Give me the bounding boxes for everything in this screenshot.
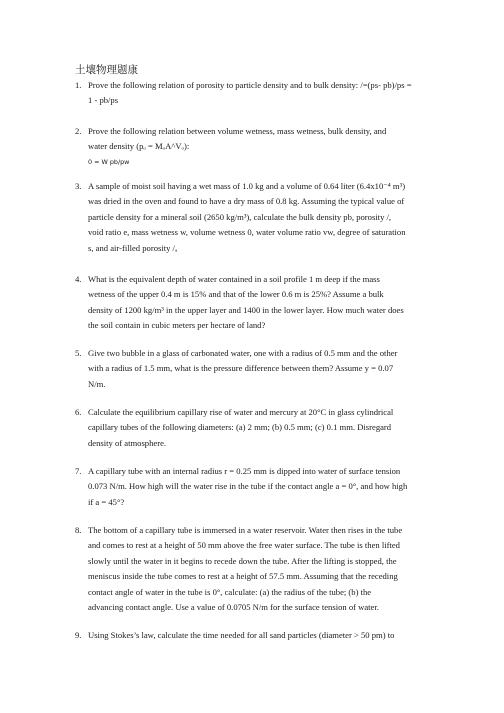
question-number: 3.: [75, 181, 82, 191]
question-9: [75, 628, 435, 643]
question-line: advancing contact angle. Use a value of 0.0705 N/m for the surface tension of water.: [88, 602, 379, 613]
question-line: The bottom of a capillary tube is immersed in a water reservoir. Water then rises in the tube: [88, 525, 403, 535]
question-line: 0.073 N/m. How high will the water rise in the tube if the contact angle a = 0°, and how high: [88, 481, 408, 492]
question-line: Give two bubble in a glass of carbonated water, one with a radius of 0.5 mm and the other: [88, 348, 398, 358]
question-line: with a radius of 1.5 mm, what is the pressure difference between them? Assume y = 0.07: [88, 363, 394, 374]
question-line: and comes to rest at a height of 50 mm above the free water surface. The tube is then lifted: [88, 540, 400, 551]
question-2: [75, 124, 435, 170]
question-line: particle density for a mineral soil (2650 kg/m³), calculate the bulk density pb, porosity /,: [88, 211, 392, 222]
question-line: void ratio e, mass wetness w, volume wetness 0, water volume ratio vw, degree of saturation: [88, 227, 406, 238]
question-8: [75, 523, 435, 615]
question-line: capillary tubes of the following diameters: (a) 2 mm; (b) 0.5 mm; (c) 0.1 mm. Disregard: [88, 422, 392, 433]
question-line: 1 - pb/ps: [88, 95, 119, 106]
question-line: was dried in the oven and found to have a dry mass of 0.8 kg. Assuming the typical value of: [88, 196, 405, 207]
question-line: Calculate the equilibrium capillary rise of water and mercury at 20°C in glass cylindrical: [88, 407, 394, 417]
page-title: 土壤物理题康: [75, 64, 138, 76]
question-line: A sample of moist soil having a wet mass of 1.0 kg and a volume of 0.64 liter (6.4x10⁻⁴ m³): [88, 181, 406, 191]
question-line: slowly until the water in it begins to recede down the tube. After the lifting is stopped, the: [88, 555, 397, 566]
question-5: [75, 346, 435, 392]
question-line: meniscus inside the tube comes to rest at a height of 57.5 mm. Assuming that the receding: [88, 571, 398, 582]
question-line: if a = 45°?: [88, 496, 125, 507]
question-line: density of 1200 kg/m³ in the upper layer and 1400 in the lower layer. How much water does: [88, 304, 404, 315]
question-line: A capillary tube with an internal radius r = 0.25 mm is dipped into water of surface tension: [88, 466, 401, 476]
question-line: Using Stokes’s law, calculate the time needed for all sand particles (diameter > 50 pm) to: [88, 630, 395, 640]
question-number: 1.: [75, 80, 82, 90]
question-line: N/m.: [88, 378, 106, 389]
question-number: 4.: [75, 274, 82, 284]
question-line: Prove the following relation between volume wetness, mass wetness, bulk density, and: [88, 126, 387, 136]
question-line: density of atmosphere.: [88, 437, 167, 448]
question-line: water density (pₒ = MₒA^Vₒ):: [88, 141, 190, 152]
question-number: 2.: [75, 126, 82, 136]
question-number: 8.: [75, 525, 82, 535]
question-4: [75, 272, 435, 334]
question-line: wetness of the upper 0.4 m is 15% and that of the lower 0.6 m is 25%? Assume a bulk: [88, 289, 384, 300]
question-3: [75, 179, 435, 256]
question-line: What is the equivalent depth of water contained in a soil profile 1 m deep if the mass: [88, 274, 380, 284]
question-line: s, and air-filled porosity /ₐ: [88, 242, 178, 253]
question-6: [75, 405, 435, 451]
question-number: 6.: [75, 407, 82, 417]
question-1: [75, 78, 435, 109]
question-line: the soil contain in cubic meters per hectare of land?: [88, 320, 266, 331]
question-formula: 0 = W pb/pw: [88, 157, 130, 166]
question-line: Prove the following relation of porosity to particle density and to bulk density: /=(ps- pb)/ps =: [88, 80, 412, 90]
question-7: [75, 464, 435, 510]
question-number: 7.: [75, 466, 82, 476]
question-line: contact angle of water in the tube is 0°, calculate: (a) the radius of the tube; (b) the: [88, 586, 372, 597]
question-number: 5.: [75, 348, 82, 358]
question-number: 9.: [75, 630, 82, 640]
